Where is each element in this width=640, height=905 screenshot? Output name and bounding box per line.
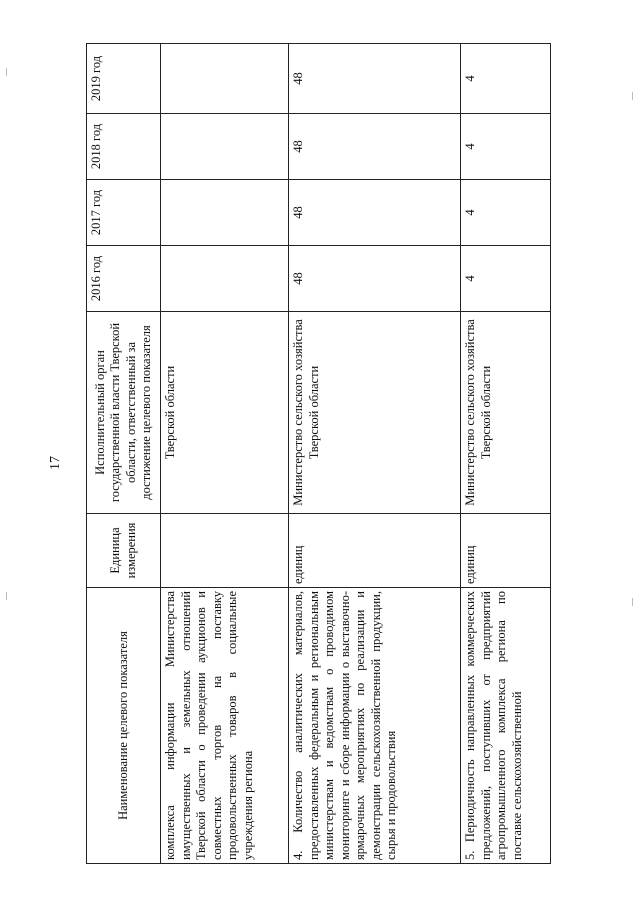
header-2019: 2019 год [87, 44, 161, 114]
scan-mark [6, 68, 7, 76]
header-unit: Единица измерения [87, 514, 161, 588]
indicator-name: 5. Периодичность направленных коммерческих предложений, поступивших от предприятий агропромышленного комплекса региона по поставке сельскохозяйственной [461, 588, 551, 864]
value-2017 [161, 180, 289, 246]
indicator-authority: Министерство сельского хозяйства Тверской области [461, 312, 551, 514]
value-2017: 4 [461, 180, 551, 246]
scan-mark [632, 598, 633, 606]
table-header-row [87, 44, 161, 864]
value-2018: 48 [289, 114, 461, 180]
header-2017: 2017 год [87, 180, 161, 246]
value-2016: 48 [289, 246, 461, 312]
table-row [289, 44, 461, 864]
header-2016: 2016 год [87, 246, 161, 312]
header-indicator-name: Наименование целевого показателя [87, 588, 161, 864]
indicator-unit: единиц [289, 514, 461, 588]
value-2018: 4 [461, 114, 551, 180]
indicator-authority: Министерство сельского хозяйства Тверской области [289, 312, 461, 514]
value-2016: 4 [461, 246, 551, 312]
value-2018 [161, 114, 289, 180]
table-row [461, 44, 551, 864]
indicator-name: комплекса информации Министерства имущественных и земельных отношений Тверской области о проведении аукционов и совместных торгов на поставку продовольственных товаров в социальные учреждения региона [161, 588, 289, 864]
indicator-authority: Тверской области [161, 312, 289, 514]
scan-mark [6, 592, 7, 600]
value-2019 [161, 44, 289, 114]
scan-mark [632, 92, 633, 100]
target-indicators-table [86, 43, 551, 864]
value-2017: 48 [289, 180, 461, 246]
value-2019: 4 [461, 44, 551, 114]
header-2018: 2018 год [87, 114, 161, 180]
indicator-unit [161, 514, 289, 588]
value-2019: 48 [289, 44, 461, 114]
indicator-unit: единиц [461, 514, 551, 588]
header-authority: Исполнительный орган государственной власти Тверской области, ответственный за достижение целевого показателя [87, 312, 161, 514]
table-row [161, 44, 289, 864]
indicator-name: 4. Количество аналитических материалов, предоставленных федеральным и региональным министерствам и ведомствам о проводимом мониторинге и сборе информации о выставочно-ярмарочных мероприятиях по реализации и демонстрации сельскохозяйственной продукции, сырья и продовольствия [289, 588, 461, 864]
value-2016 [161, 246, 289, 312]
page-number: 17 [48, 456, 63, 470]
